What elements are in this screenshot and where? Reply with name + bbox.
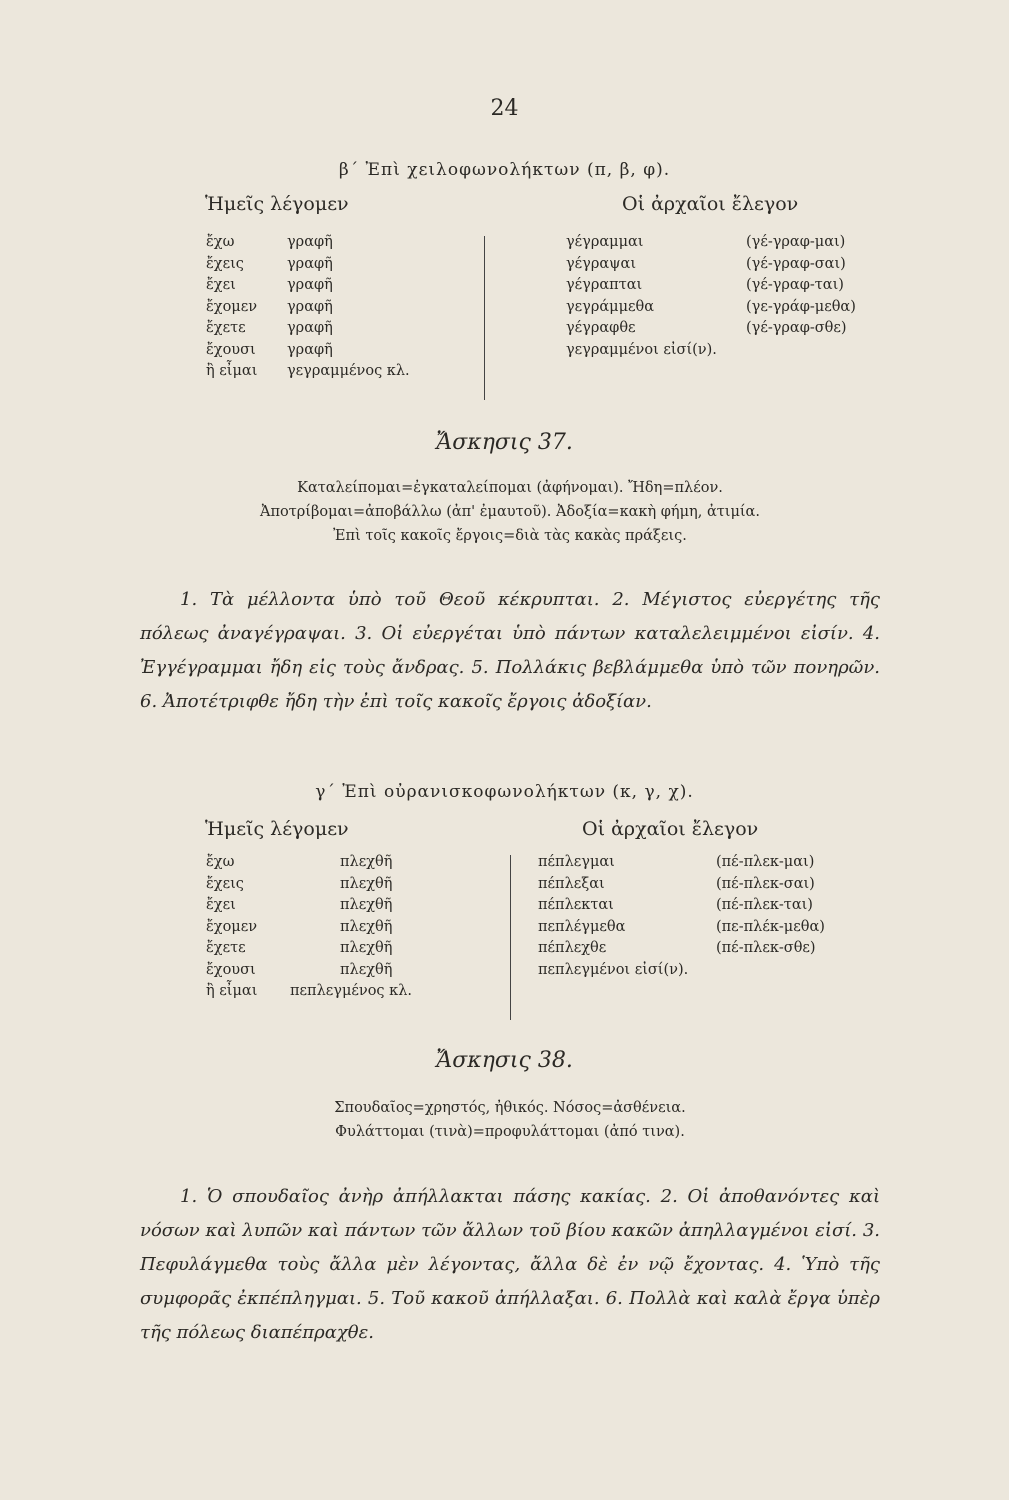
- form-cell: γραφῆ: [287, 298, 333, 315]
- form-cell: πέπλεκται: [538, 897, 614, 913]
- section-g-left-col1: [206, 852, 257, 1003]
- form-cell: (πέ-πλεκ-ται): [716, 897, 813, 913]
- form-cell: γραφῆ: [287, 255, 333, 272]
- form-cell: ἔχετε: [206, 320, 246, 336]
- section-g-left-col2: [290, 852, 413, 1003]
- form-cell: (γέ-γραφ-μαι): [746, 234, 846, 250]
- form-cell: γραφῆ: [287, 277, 333, 293]
- form-cell: ἔχουσι: [206, 341, 256, 358]
- vocab-line: Σπουδαῖος=χρηστός, ἠθικός. Νόσος=ἀσθένεια.: [334, 1100, 686, 1116]
- form-cell: (γέ-γραφ-ται): [746, 277, 844, 293]
- section-b-left-header: Ἡμεῖς λέγομεν: [205, 193, 349, 215]
- form-cell: γέγραψαι: [566, 255, 637, 272]
- exercise-38-text: [140, 1180, 880, 1350]
- form-cell: (πέ-πλεκ-μαι): [716, 854, 815, 870]
- form-cell: ἔχομεν: [206, 918, 258, 935]
- page-number: 24: [490, 96, 519, 121]
- section-b-right-header: Οἱ ἀρχαῖοι ἔλεγον: [622, 193, 799, 215]
- form-cell: γεγραμμένοι εἰσί(ν).: [566, 341, 717, 358]
- form-cell: (πε-πλέκ-μεθα): [716, 918, 825, 935]
- exercise-37-sentences: 1. Τὰ μέλλοντα ὑπὸ τοῦ Θεοῦ κέκρυπται. 2. Μέγιστος εὐεργέτης τῆς πόλεως ἀναγέγραψαι. 3. Οἱ εὐεργέται ὑπὸ πάντων καταλελειμμένοι εἰσίν. 4. Ἐγγέγραμμαι ἤδη εἰς τοὺς ἄνδρας. 5. Πολλάκις βεβλάμμεθα ὑπὸ τῶν πονηρῶν. 6. Ἀποτέτριφθε ἤδη τὴν ἐπὶ τοῖς κακοῖς ἔργοις ἀδοξίαν.: [140, 589, 880, 712]
- form-cell: γεγράμμεθα: [566, 298, 655, 315]
- section-g-right-col1: [538, 852, 688, 981]
- form-cell: γεγραμμένος κλ.: [287, 363, 410, 379]
- form-cell: πλεχθῆ: [340, 940, 393, 956]
- exercise-37-vocab: [120, 476, 900, 548]
- section-g-title: γ΄ Ἐπὶ οὐρανισκοφωνολήκτων (κ, γ, χ).: [315, 782, 694, 802]
- exercise-38-title: Ἄσκησις 38.: [436, 1048, 573, 1073]
- exercise-38-sentences: 1. Ὁ σπουδαῖος ἀνὴρ ἀπήλλακται πάσης κακίας. 2. Οἱ ἀποθανόντες καὶ νόσων καὶ λυπῶν καὶ πάντων τῶν ἄλλων τοῦ βίου κακῶν ἀπηλλαγμένοι εἰσί. 3. Πεφυλάγμεθα τοὺς ἄλλα μὲν λέγοντας, ἄλλα δὲ ἐν νῷ ἔχοντας. 4. Ὑπὸ τῆς συμφορᾶς ἐκπέπληγμαι. 5. Τοῦ κακοῦ ἀπήλλαξαι. 6. Πολλὰ καὶ καλὰ ἔργα ὑπὲρ τῆς πόλεως διαπέπραχθε.: [140, 1186, 880, 1343]
- column-divider: [484, 236, 485, 400]
- form-cell: γραφῆ: [287, 320, 333, 336]
- vocab-line: Φυλάττομαι (τινὰ)=προφυλάττομαι (ἀπό τινα).: [335, 1124, 685, 1140]
- section-g-left-header: Ἡμεῖς λέγομεν: [205, 818, 349, 840]
- form-cell: ἔχεις: [206, 875, 244, 892]
- form-cell: ἔχετε: [206, 940, 246, 956]
- section-b-right-col1: [566, 232, 717, 361]
- exercise-37-title: Ἄσκησις 37.: [436, 430, 573, 455]
- exercise-38-vocab: [120, 1096, 900, 1144]
- form-cell: ἔχω: [206, 234, 235, 250]
- form-cell: γέγραμμαι: [566, 234, 644, 250]
- form-cell: ἔχει: [206, 897, 236, 913]
- form-cell: ἔχω: [206, 854, 235, 870]
- form-cell: γέγραπται: [566, 277, 643, 293]
- form-cell: (πέ-πλεκ-σθε): [716, 940, 816, 956]
- section-b-left-col2: [287, 232, 410, 383]
- form-cell: (γέ-γραφ-σθε): [746, 320, 847, 336]
- form-cell: (γε-γράφ-μεθα): [746, 298, 856, 315]
- form-cell: πεπλεγμένοι εἰσί(ν).: [538, 961, 689, 978]
- section-b-right-col2: [746, 232, 856, 340]
- form-cell: πεπλεγμένος κλ.: [290, 983, 413, 999]
- form-cell: πέπλεξαι: [538, 875, 605, 892]
- form-cell: γραφῆ: [287, 341, 333, 358]
- form-cell: ἢ εἶμαι: [206, 983, 258, 999]
- form-cell: πλεχθῆ: [340, 918, 393, 935]
- vocab-line: Ἐπὶ τοῖς κακοῖς ἔργοις=διὰ τὰς κακὰς πράξεις.: [333, 528, 687, 544]
- form-cell: πλεχθῆ: [340, 897, 393, 913]
- exercise-37-text: [140, 583, 880, 719]
- form-cell: γέγραφθε: [566, 320, 636, 336]
- form-cell: πλεχθῆ: [340, 875, 393, 892]
- form-cell: πλεχθῆ: [340, 961, 393, 978]
- section-b-left-col1: [206, 232, 257, 383]
- form-cell: ἔχεις: [206, 255, 244, 272]
- form-cell: γραφῆ: [287, 234, 333, 250]
- column-divider: [510, 855, 511, 1020]
- form-cell: (γέ-γραφ-σαι): [746, 255, 846, 272]
- form-cell: πλεχθῆ: [340, 854, 393, 870]
- form-cell: πέπλεχθε: [538, 940, 607, 956]
- form-cell: ἔχομεν: [206, 298, 258, 315]
- form-cell: ἔχουσι: [206, 961, 256, 978]
- section-g-right-header: Οἱ ἀρχαῖοι ἔλεγον: [582, 818, 759, 840]
- section-g-right-col2: [716, 852, 825, 960]
- section-b-title: β΄ Ἐπὶ χειλοφωνολήκτων (π, β, φ).: [338, 160, 671, 180]
- form-cell: (πέ-πλεκ-σαι): [716, 875, 815, 892]
- vocab-line: Καταλείπομαι=ἐγκαταλείπομαι (ἀφήνομαι). Ἤδη=πλέον.: [297, 480, 723, 496]
- form-cell: πέπλεγμαι: [538, 854, 615, 870]
- form-cell: πεπλέγμεθα: [538, 918, 626, 935]
- form-cell: ἔχει: [206, 277, 236, 293]
- form-cell: ἢ εἶμαι: [206, 363, 258, 379]
- vocab-line: Ἀποτρίβομαι=ἀποβάλλω (ἀπ' ἐμαυτοῦ). Ἀδοξία=κακὴ φήμη, ἀτιμία.: [260, 504, 760, 520]
